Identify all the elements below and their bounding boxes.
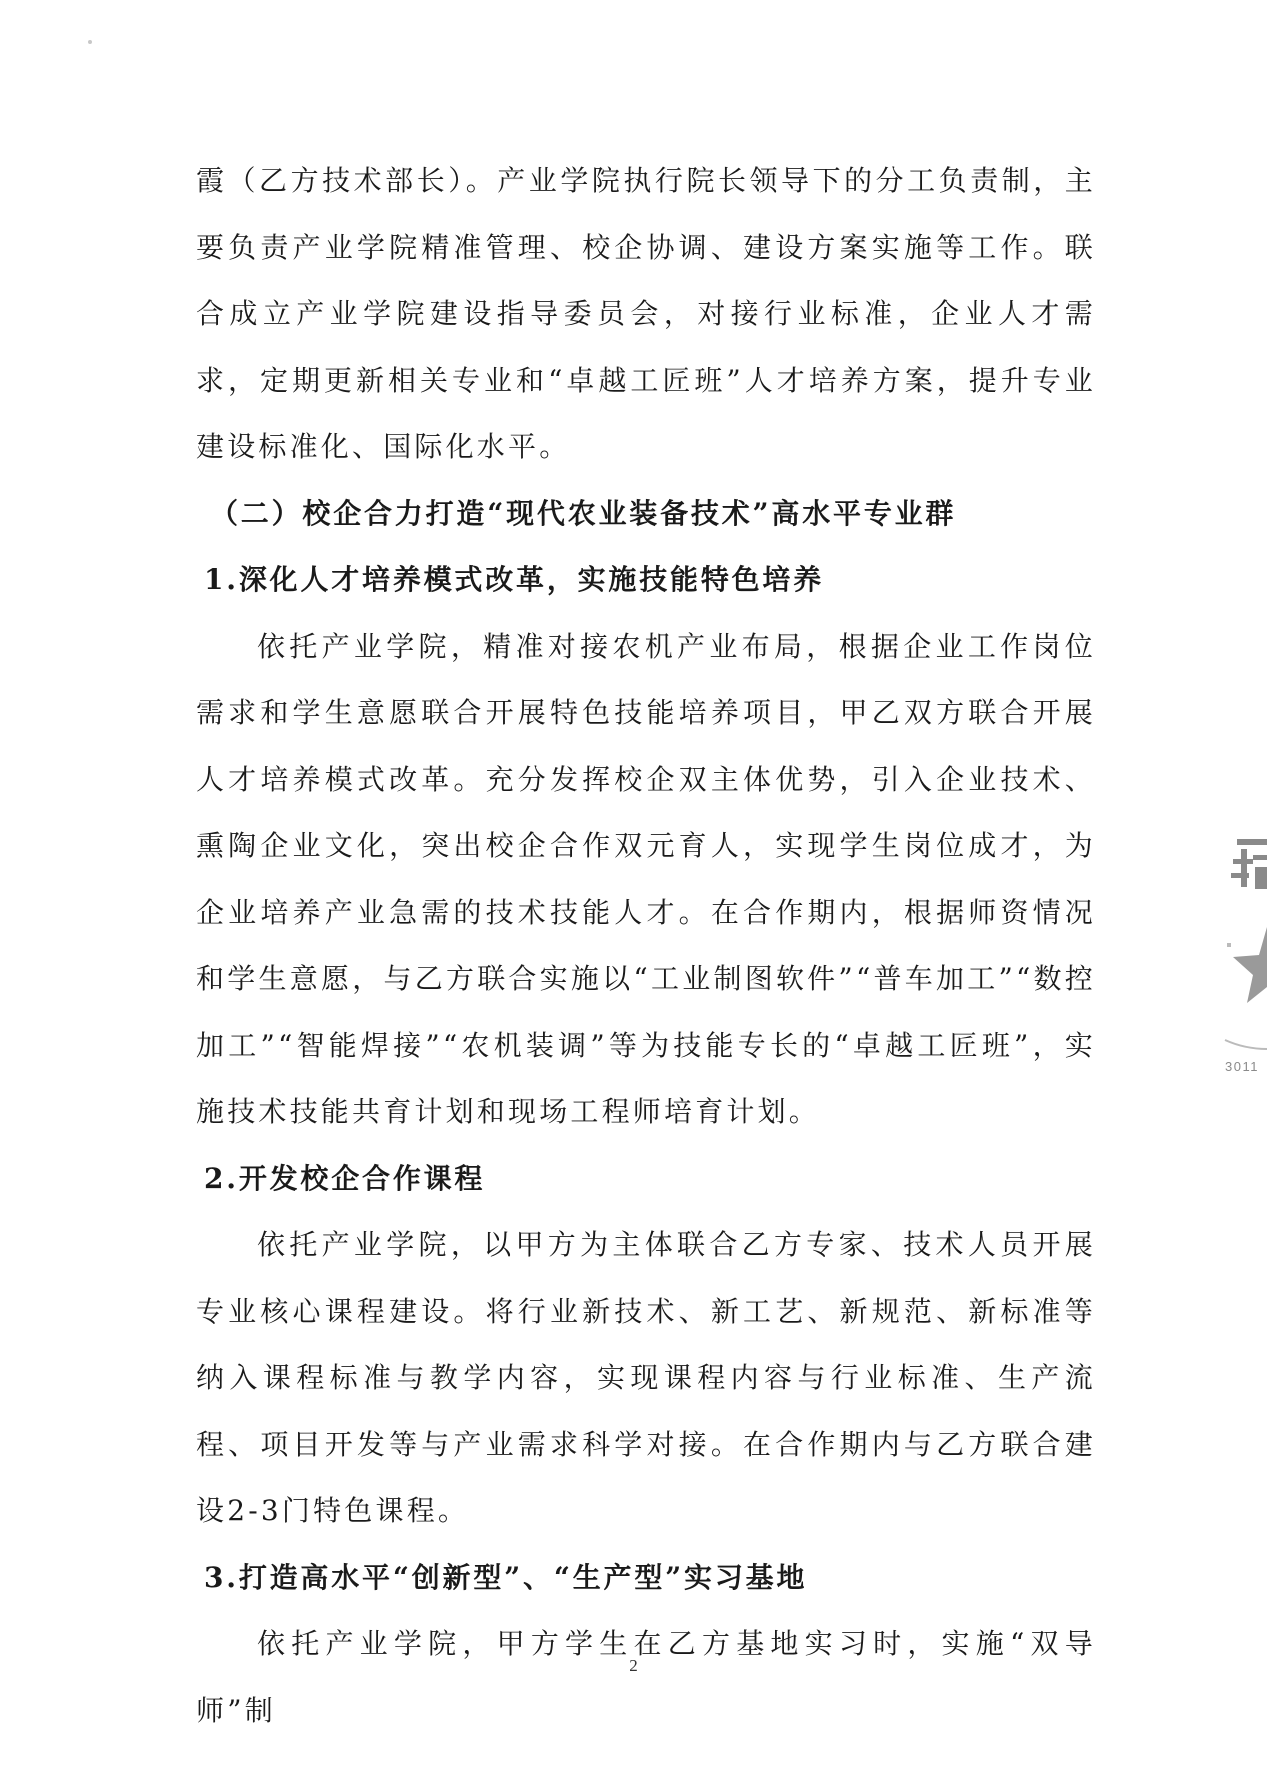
subheading-2: 2.开发校企合作课程 <box>204 1161 486 1195</box>
seal-number-text: 3011 <box>1225 1059 1259 1074</box>
seal-ring-arc <box>1225 1040 1267 1049</box>
paragraph-internship: 依托产业学院，甲方学生在乙方基地实习时，实施“双导师”制 <box>196 1627 1096 1727</box>
paragraph-continued: 霞（乙方技术部长）。产业学院执行院长领导下的分工负责制，主要负责产业学院精准管理、校企协调、建设方案实施等工作。联合成立产业学院建设指导委员会，对接行业标准，企业人才需求，定期更新相关专业和“卓越工匠班”人才培养方案，提升专业建设标准化、国际化水平。 <box>196 164 1096 463</box>
scan-speck <box>88 40 92 44</box>
seal-stamp-fragment <box>1219 835 1267 1135</box>
document-body <box>196 148 1096 1744</box>
paragraph-talent-training: 依托产业学院，精准对接农机产业布局，根据企业工作岗位需求和学生意愿联合开展特色技能培养项目，甲乙双方联合开展人才培养模式改革。充分发挥校企双主体优势，引入企业技术、熏陶企业文化，突出校企合作双元育人，实现学生岗位成才，为企业培养产业急需的技术技能人才。在合作期内，根据师资情况和学生意愿，与乙方联合实施以“工业制图软件”“普车加工”“数控加工”“智能焊接”“农机装调”等为技能专长的“卓越工匠班”，实施技术技能共育计划和现场工程师培育计划。 <box>196 629 1096 1128</box>
page-number: 2 <box>629 1656 638 1675</box>
paragraph-courses: 依托产业学院，以甲方为主体联合乙方专家、技术人员开展专业核心课程建设。将行业新技术、新工艺、新规范、新标准等纳入课程标准与教学内容，实现课程内容与行业标准、生产流程、项目开发等与产业需求科学对接。在合作期内与乙方联合建设2-3门特色课程。 <box>196 1228 1096 1527</box>
subheading-1: 1.深化人才培养模式改革，实施技能特色培养 <box>204 563 825 596</box>
subheading-3: 3.打造高水平“创新型”、“生产型”实习基地 <box>204 1560 808 1594</box>
section-heading: （二）校企合力打造“现代农业装备技术”高水平专业群 <box>210 496 957 530</box>
seal-star-icon <box>1233 927 1267 1003</box>
seal-glyph <box>1231 839 1267 889</box>
